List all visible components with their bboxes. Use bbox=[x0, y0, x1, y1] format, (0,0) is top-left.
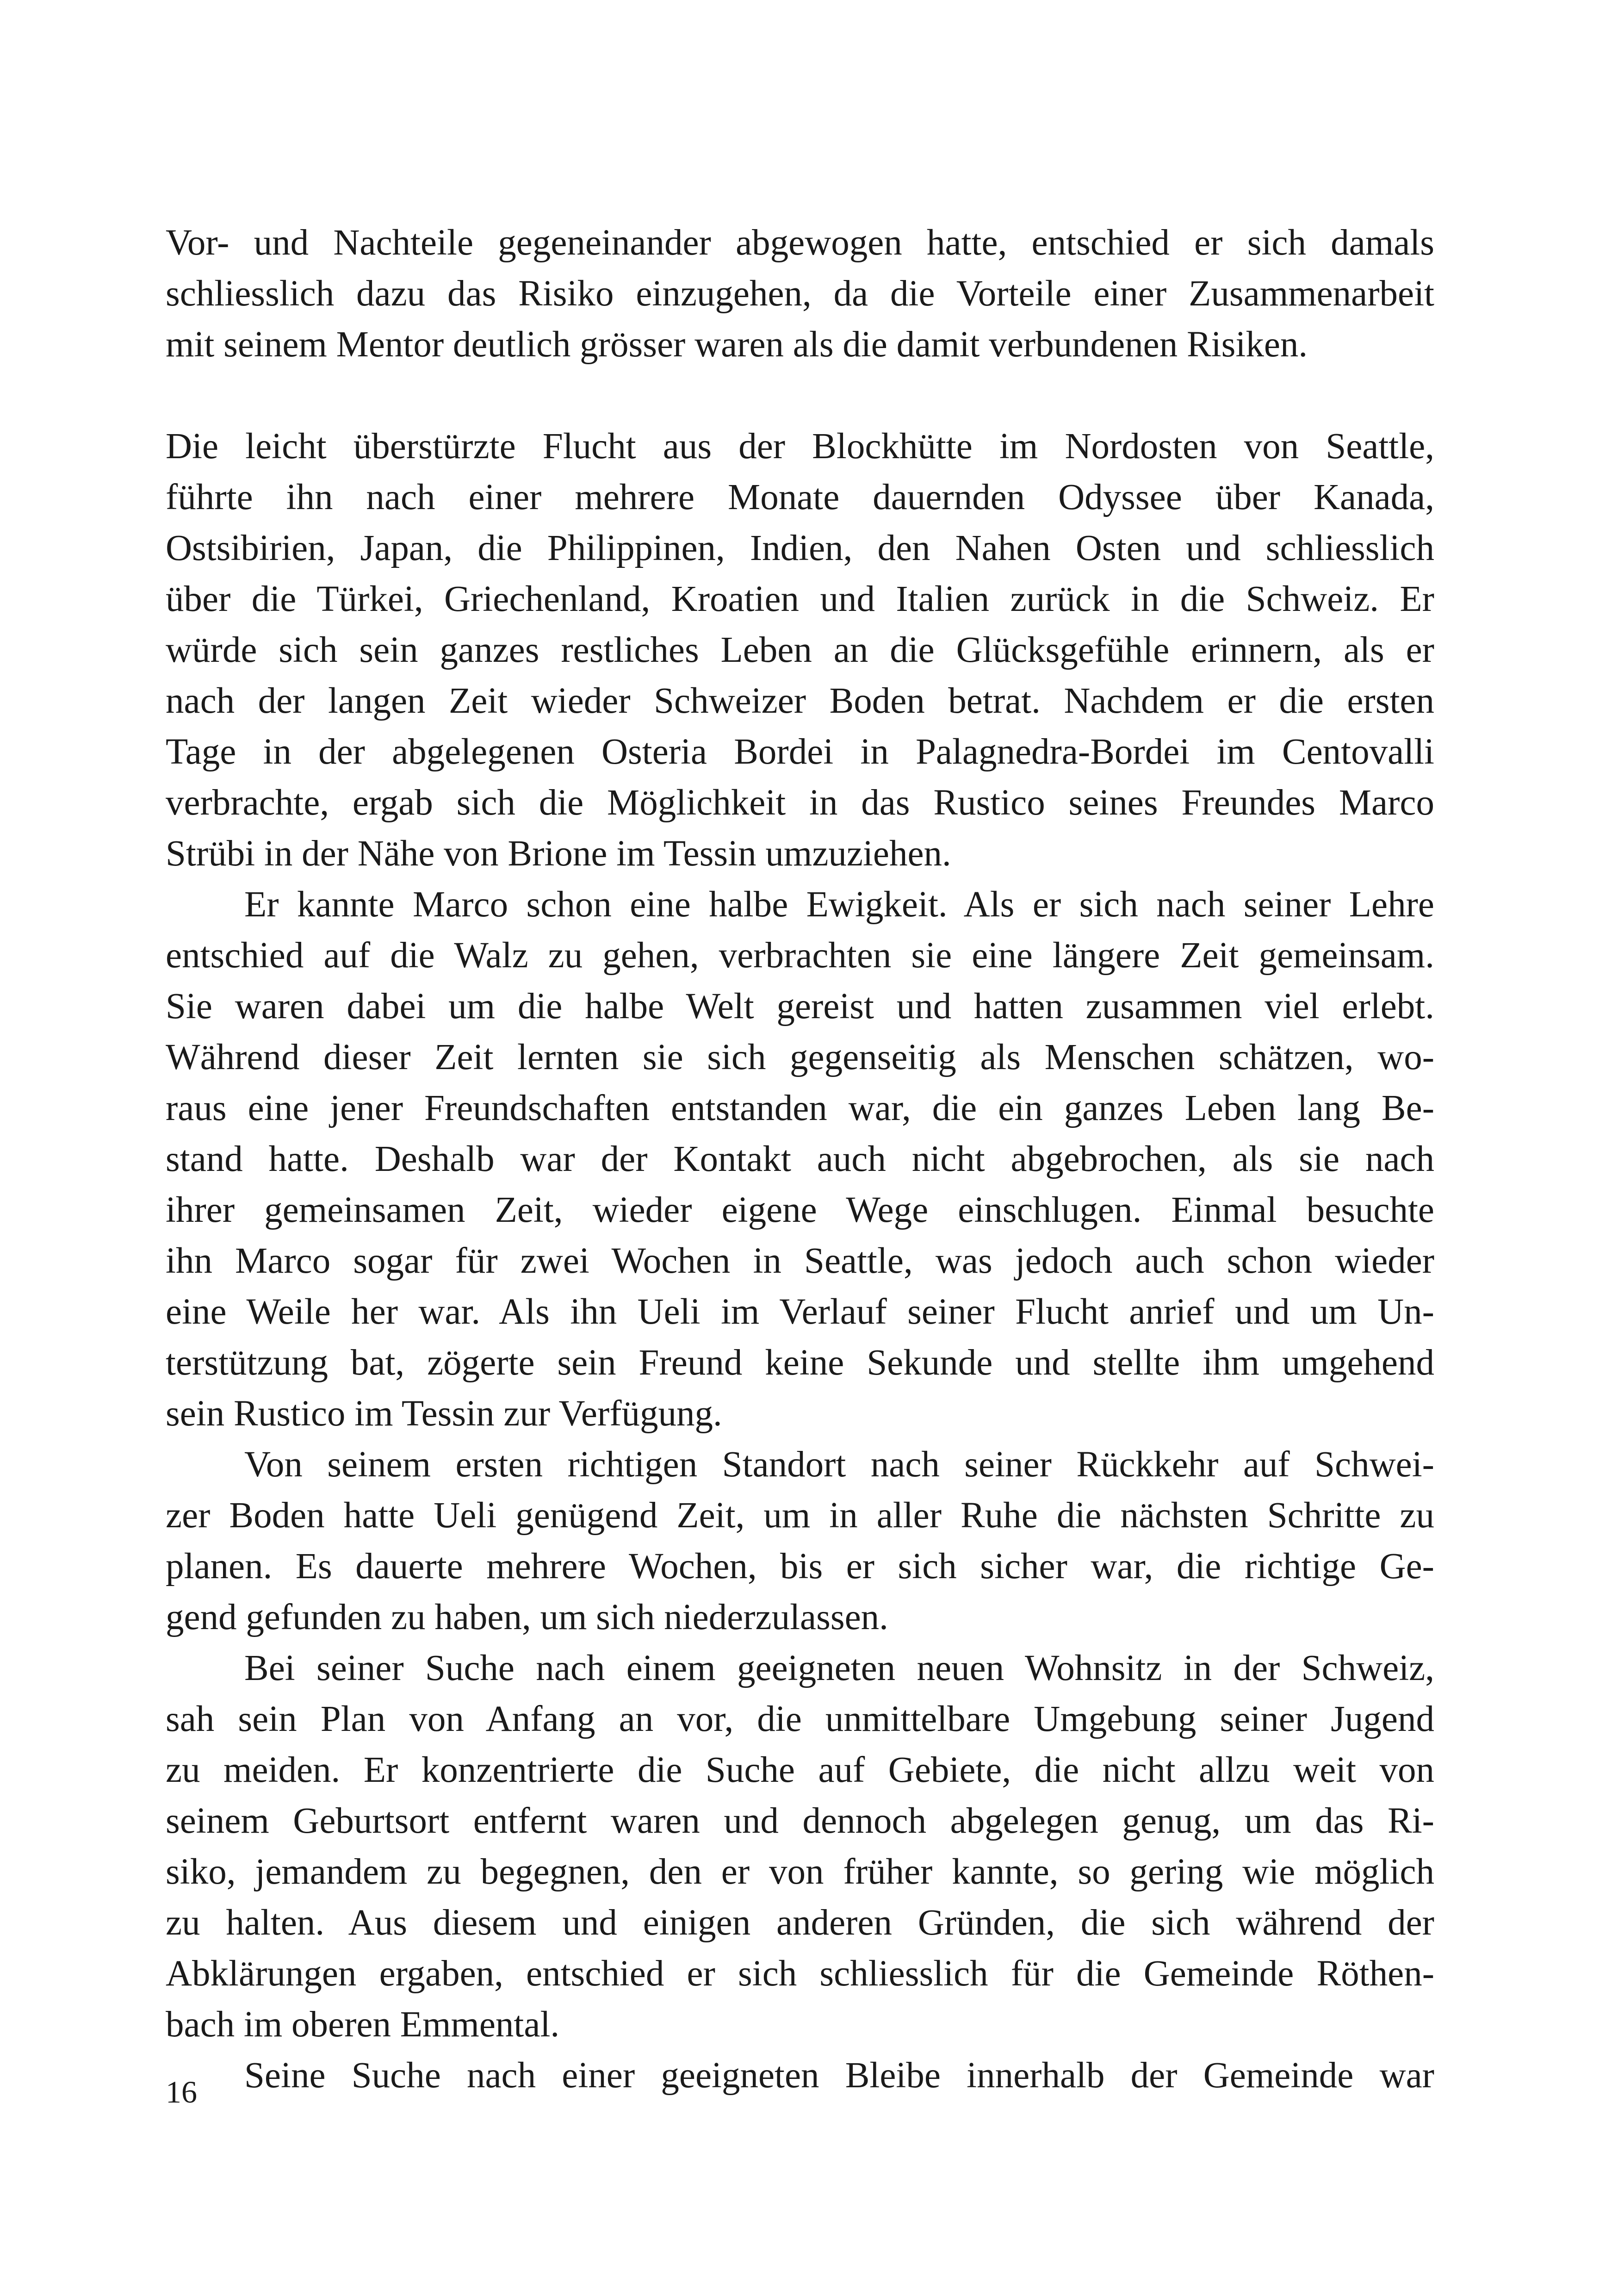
text-line: sein Rustico im Tessin zur Verfügung. bbox=[166, 1394, 722, 1434]
text-line: würde sich sein ganzes restliches Leben an die Glücksgefühle erinnern, als er bbox=[166, 630, 1434, 670]
text-line: über die Türkei, Griechenland, Kroatien und Italien zurück in die Schweiz. Er bbox=[166, 579, 1434, 619]
text-line: zu meiden. Er konzentrierte die Suche auf Gebiete, die nicht allzu weit von bbox=[166, 1750, 1434, 1790]
text-line: Er kannte Marco schon eine halbe Ewigkeit. Als er sich nach seiner Lehre bbox=[244, 884, 1434, 925]
text-line: Tage in der abgelegenen Osteria Bordei in Palagnedra-Bordei im Centovalli bbox=[166, 732, 1434, 772]
text-line: zu halten. Aus diesem und einigen anderen Gründen, die sich während der bbox=[166, 1903, 1434, 1943]
text-line: verbrachte, ergab sich die Möglichkeit in das Rustico seines Freundes Marco bbox=[166, 783, 1434, 823]
text-line: terstützung bat, zögerte sein Freund keine Sekunde und stellte ihm umgehend bbox=[166, 1343, 1434, 1383]
paragraph-gap bbox=[166, 370, 1434, 421]
page-number: 16 bbox=[166, 2074, 197, 2109]
text-line: Vor- und Nachteile gegeneinander abgewogen hatte, entschied er sich damals bbox=[166, 223, 1434, 263]
text-line: Sie waren dabei um die halbe Welt gereist und hatten zusammen viel erlebt. bbox=[166, 986, 1434, 1027]
text-line: siko, jemandem zu begegnen, den er von früher kannte, so gering wie möglich bbox=[166, 1852, 1434, 1892]
text-line: nach der langen Zeit wieder Schweizer Boden betrat. Nachdem er die ersten bbox=[166, 681, 1434, 721]
text-line: sah sein Plan von Anfang an vor, die unmittelbare Umgebung seiner Jugend bbox=[166, 1699, 1434, 1739]
text-line: eine Weile her war. Als ihn Ueli im Verlauf seiner Flucht anrief und um Un- bbox=[166, 1292, 1434, 1332]
text-line: Abklärungen ergaben, entschied er sich schliesslich für die Gemeinde Röthen- bbox=[166, 1954, 1434, 1994]
text-line: mit seinem Mentor deutlich grösser waren als die damit verbundenen Risiken. bbox=[166, 324, 1308, 365]
text-line: Während dieser Zeit lernten sie sich gegenseitig als Menschen schätzen, wo- bbox=[166, 1037, 1434, 1077]
text-line: stand hatte. Deshalb war der Kontakt auch nicht abgebrochen, als sie nach bbox=[166, 1139, 1434, 1179]
text-line: entschied auf die Walz zu gehen, verbrachten sie eine längere Zeit gemeinsam. bbox=[166, 935, 1434, 976]
text-line: Seine Suche nach einer geeigneten Bleibe innerhalb der Gemeinde war bbox=[244, 2055, 1434, 2096]
body-text bbox=[166, 218, 1434, 2101]
text-line: bach im oberen Emmental. bbox=[166, 2004, 560, 2045]
text-line: schliesslich dazu das Risiko einzugehen, da die Vorteile einer Zusammenarbeit bbox=[166, 274, 1434, 314]
text-line: führte ihn nach einer mehrere Monate dauernden Odyssee über Kanada, bbox=[166, 477, 1434, 517]
text-line: zer Boden hatte Ueli genügend Zeit, um in aller Ruhe die nächsten Schritte zu bbox=[166, 1495, 1434, 1536]
text-line: Strübi in der Nähe von Brione im Tessin umzuziehen. bbox=[166, 834, 951, 874]
text-line: Ostsibirien, Japan, die Philippinen, Indien, den Nahen Osten und schliesslich bbox=[166, 528, 1434, 568]
text-line: Die leicht überstürzte Flucht aus der Blockhütte im Nordosten von Seattle, bbox=[166, 426, 1434, 467]
text-line: seinem Geburtsort entfernt waren und dennoch abgelegen genug, um das Ri- bbox=[166, 1801, 1434, 1841]
text-line: Von seinem ersten richtigen Standort nach seiner Rückkehr auf Schwei- bbox=[244, 1444, 1434, 1485]
text-line: ihn Marco sogar für zwei Wochen in Seattle, was jedoch auch schon wieder bbox=[166, 1241, 1434, 1281]
text-line: gend gefunden zu haben, um sich niederzulassen. bbox=[166, 1597, 888, 1637]
text-line: raus eine jener Freundschaften entstanden war, die ein ganzes Leben lang Be- bbox=[166, 1088, 1434, 1128]
text-line: Bei seiner Suche nach einem geeigneten neuen Wohnsitz in der Schweiz, bbox=[244, 1648, 1434, 1688]
text-line: planen. Es dauerte mehrere Wochen, bis er sich sicher war, die richtige Ge- bbox=[166, 1546, 1434, 1587]
text-line: ihrer gemeinsamen Zeit, wieder eigene Wege einschlugen. Einmal besuchte bbox=[166, 1190, 1434, 1230]
